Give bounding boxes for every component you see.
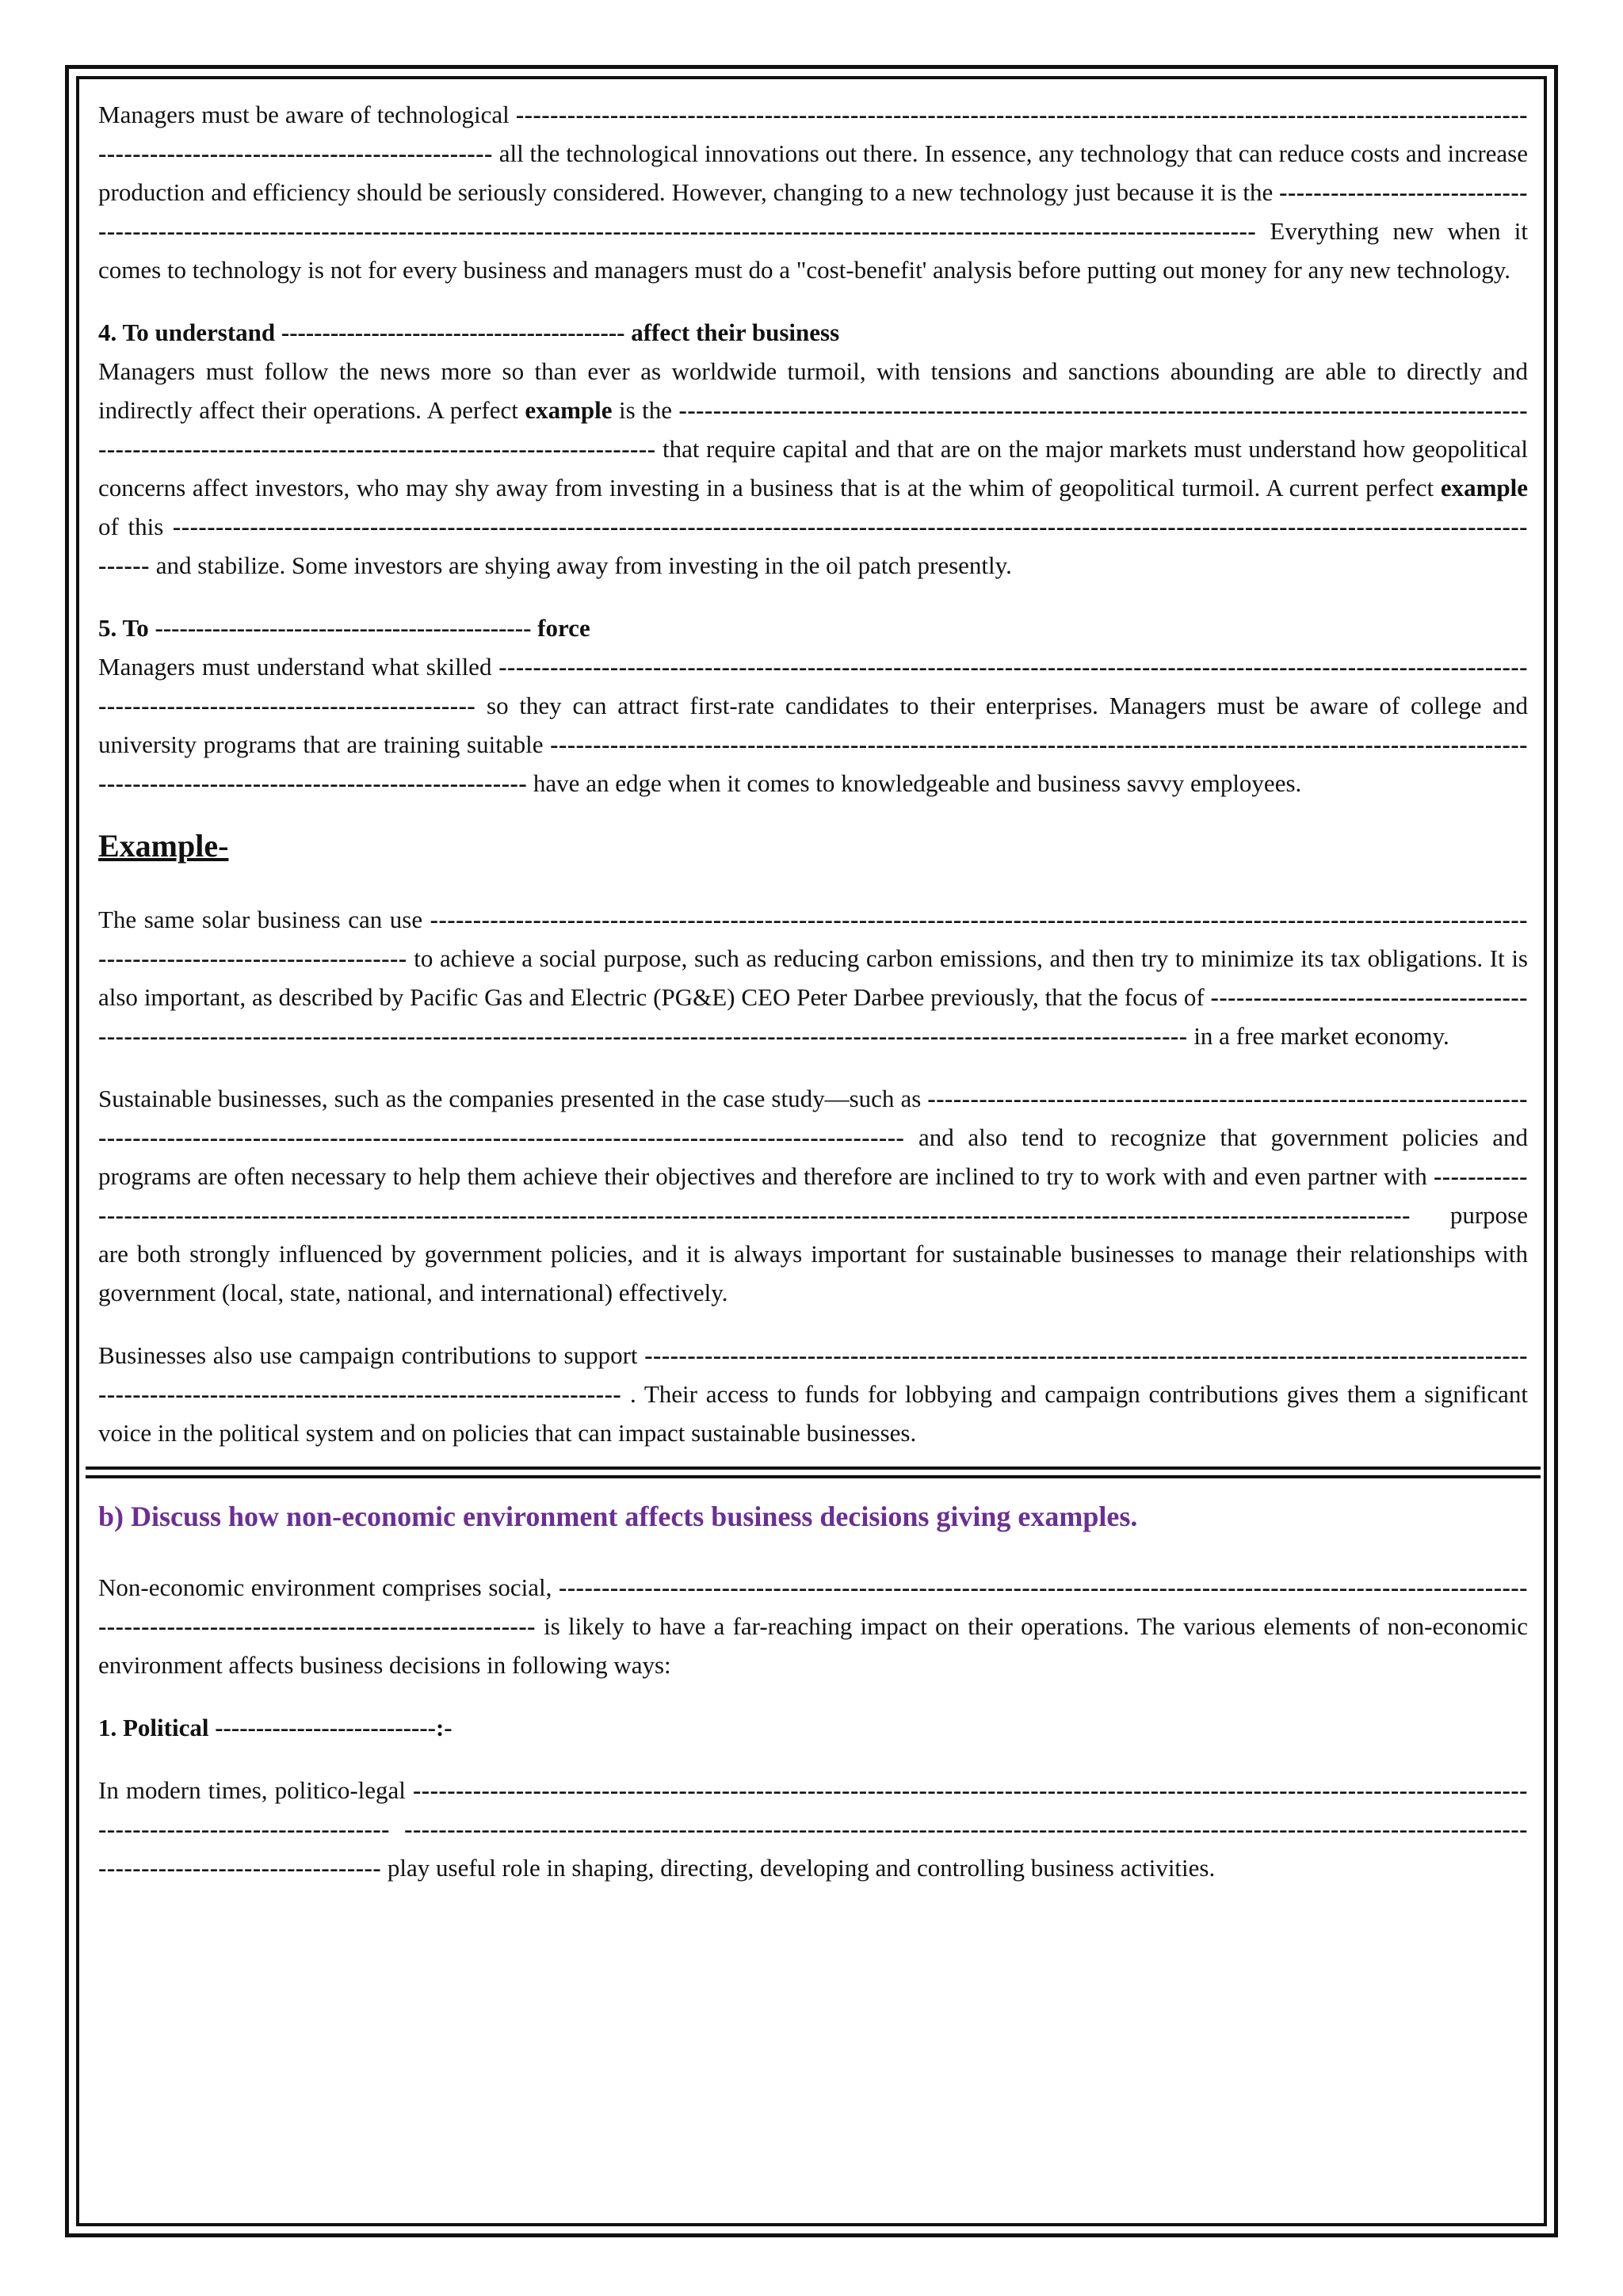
text: all the technological innovations out there. In essence, any technology that can reduce costs and increase production and efficiency should be seriously considered. However, changing to a new technology just because it is the <box>98 139 1529 206</box>
blank-dashes: -------------------------------------------------------------------------------------------------------------------------------------------------------------------- <box>98 1776 1528 1843</box>
section-5-heading: 5. To ---------------------------------------------- force <box>98 614 590 642</box>
section-5-paragraph: Managers must understand what skilled -------------------------------------------------------------------------------------------------------------------------------------------------------------------- so they can attract first-rate candidates to their enterprises. Managers must be aware of college and university programs that are training suitable -------------------------------------------------------------------------------------------------------------------------------------------------------------------- have an edge when it comes to knowledgeable and business savvy employees. <box>98 653 1528 797</box>
blank-dashes: -------------------------------------------------------------------------------------------------------------------------------------------------------------------- <box>98 1573 1528 1640</box>
blank-dashes: -------------------------------------------------------------------------------------------------------------------------------------------------------------------- <box>98 101 1529 167</box>
blank-dashes: -------------------------------------------------------------------------------------------------------------------------------------------------------------------- <box>98 1162 1529 1229</box>
section-4-heading: 4. To understand ------------------------------------------ affect their business <box>98 318 840 346</box>
blank-dashes: -------------------------------------------------------------------------------------------------------------------------------------------------------------------- <box>98 653 1528 719</box>
blank-dashes: -------------------------------------------------------------------------------------------------------------------------------------------------------------------- <box>98 730 1528 797</box>
document-body <box>98 95 1528 1911</box>
blank-dashes: -------------------------------------------------------------------------------------------------------------------------------------------------------------------- <box>98 1341 1528 1408</box>
technology-paragraph <box>98 95 1528 289</box>
question-b-heading: b) Discuss how non-economic environment affects business decisions giving examples. <box>98 1501 1138 1532</box>
section-4-paragraph: Managers must follow the news more so than ever as worldwide turmoil, with tensions and sanctions abounding are able to directly and indirectly affect their operations. A perfect example is the -------------------------------------------------------------------------------------------------------------------------------------------------------------------- that require capital and that are on the major markets must understand how geopolitical concerns affect investors, who may shy away from investing in a business that is at the whim of geopolitical turmoil. A current perfect example of this -------------------------------------------------------------------------------------------------------------------------------------------------------------------- and stabilize. Some investors are shying away from investing in the oil patch presently. <box>98 357 1529 579</box>
non-economic-paragraph: Non-economic environment comprises social, -------------------------------------------------------------------------------------------------------------------------------------------------------------------- is likely to have a far-reaching impact on their operations. The various elements of non-economic environment affects business decisions in following ways: <box>98 1573 1528 1679</box>
blank-dashes: -------------------------------------------------------------------------------------------------------------------------------------------------------------------- <box>98 906 1528 972</box>
blank-dashes: -------------------------------------------------------------------------------------------------------------------------------------------------------------------- <box>98 396 1529 463</box>
text: Everything new when it comes to technology is not for every business and managers must do a "cost-benefit' analysis before putting out money for any new technology. <box>98 217 1529 284</box>
political-heading: 1. Political ---------------------------:- <box>98 1714 453 1741</box>
blank-dashes: -------------------------------------------------------------------------------------------------------------------------------------------------------------------- <box>98 178 1528 245</box>
text: Managers must be aware of technological <box>98 101 510 128</box>
blank-dashes: -------------------------------------------------------------------------------------------------------------------------------------------------------------------- <box>98 513 1528 579</box>
example-paragraph-2: Sustainable businesses, such as the companies presented in the case study—such as -------------------------------------------------------------------------------------------------------------------------------------------------------------------- and also tend to recognize that government policies and programs are often necessary to help them achieve their objectives and therefore are inclined to try to work with and even partner with -------------------------------------------------------------------------------------------------------------------------------------------------------------------- purpose are both strongly influenced by government policies, and it is always important for sustainable businesses to manage their relationships with government (local, state, national, and international) effectively. <box>98 1085 1529 1306</box>
example-paragraph-3: Businesses also use campaign contributions to support -------------------------------------------------------------------------------------------------------------------------------------------------------------------- . Their access to funds for lobbying and campaign contributions gives them a significant voice in the political system and on policies that can impact sustainable businesses. <box>98 1341 1528 1447</box>
section-divider <box>86 1466 1541 1478</box>
political-paragraph: In modern times, politico-legal -------------------------------------------------------------------------------------------------------------------------------------------------------------------- -------------------------------------------------------------------------------------------------------------------------------------------------------------------- play useful role in shaping, directing, developing and controlling business activities. <box>98 1776 1528 1882</box>
example-heading: Example- <box>98 828 229 864</box>
blank-dashes: -------------------------------------------------------------------------------------------------------------------------------------------------------------------- <box>98 1815 1528 1882</box>
example-paragraph-1: The same solar business can use -------------------------------------------------------------------------------------------------------------------------------------------------------------------- to achieve a social purpose, such as reducing carbon emissions, and then try to minimize its tax obligations. It is also important, as described by Pacific Gas and Electric (PG&E) CEO Peter Darbee previously, that the focus of -------------------------------------------------------------------------------------------------------------------------------------------------------------------- in a free market economy. <box>98 906 1528 1050</box>
blank-dashes: -------------------------------------------------------------------------------------------------------------------------------------------------------------------- <box>98 983 1528 1050</box>
blank-dashes: -------------------------------------------------------------------------------------------------------------------------------------------------------------------- <box>98 1085 1529 1151</box>
